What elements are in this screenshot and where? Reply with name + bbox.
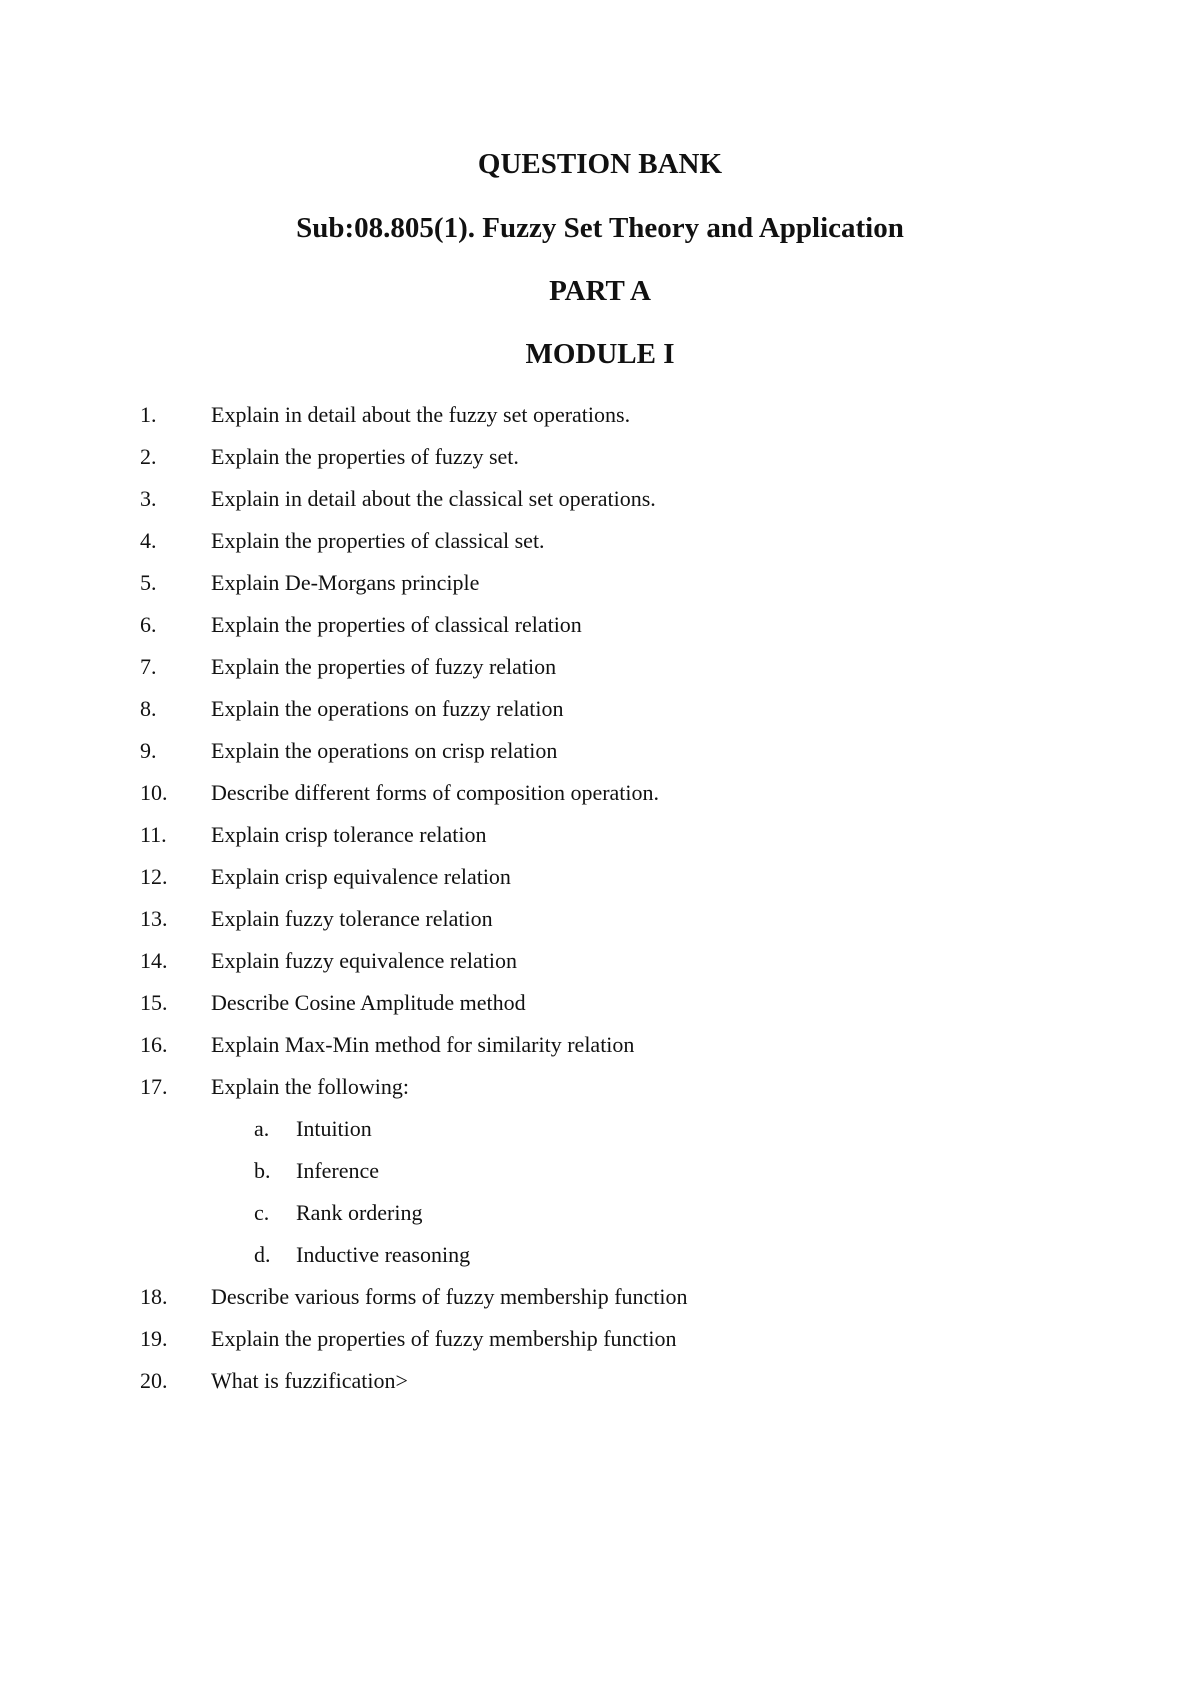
sub-item-letter: b. [254,1158,271,1183]
question-number: 11. [140,822,167,847]
question-text: Explain the properties of classical relation [211,612,582,637]
sub-item-b [0,1150,1200,1192]
question-item-14 [0,940,1200,982]
question-text: Explain the operations on crisp relation [211,738,558,763]
question-item-2 [0,436,1200,478]
question-text: Explain the properties of fuzzy membership function [211,1326,677,1351]
question-number: 15. [140,990,168,1015]
question-text: Explain crisp tolerance relation [211,822,487,847]
question-text: What is fuzzification> [211,1368,408,1393]
question-text: Explain De-Morgans principle [211,570,480,595]
question-item-19 [0,1318,1200,1360]
question-item-6 [0,604,1200,646]
question-item-18 [0,1276,1200,1318]
question-number: 12. [140,864,168,889]
question-item-4 [0,520,1200,562]
question-text: Explain in detail about the classical set operations. [211,486,656,511]
question-item-12 [0,856,1200,898]
sub-item-letter: d. [254,1242,271,1267]
question-number: 9. [140,738,157,763]
question-number: 10. [140,780,168,805]
question-text: Explain the properties of fuzzy relation [211,654,557,679]
question-number: 2. [140,444,157,469]
question-text: Explain in detail about the fuzzy set operations. [211,402,631,427]
question-text: Describe different forms of composition operation. [211,780,660,805]
question-number: 5. [140,570,157,595]
question-number: 14. [140,948,168,973]
question-number: 3. [140,486,157,511]
sub-item-a [0,1108,1200,1150]
question-text: Explain the following: [211,1074,409,1099]
sub-item-text: Rank ordering [296,1200,423,1225]
question-item-13 [0,898,1200,940]
question-item-10 [0,772,1200,814]
question-text: Explain Max-Min method for similarity relation [211,1032,635,1057]
sub-item-letter: a. [254,1116,270,1141]
sub-item-text: Intuition [296,1116,372,1141]
sub-item-letter: c. [254,1200,270,1225]
question-number: 8. [140,696,157,721]
question-item-1 [0,394,1200,436]
question-item-9 [0,730,1200,772]
question-number: 6. [140,612,157,637]
question-item-7 [0,646,1200,688]
question-number: 18. [140,1284,168,1309]
question-number: 20. [140,1368,168,1393]
module-heading: MODULE I [525,338,675,370]
question-text: Describe Cosine Amplitude method [211,990,526,1015]
question-item-16 [0,1024,1200,1066]
question-item-17 [0,1066,1200,1108]
sub-item-text: Inference [296,1158,380,1183]
question-list [0,394,1200,1402]
question-text: Explain crisp equivalence relation [211,864,511,889]
document-title: QUESTION BANK [477,148,723,180]
question-number: 7. [140,654,157,679]
question-item-5 [0,562,1200,604]
part-heading: PART A [549,275,651,307]
question-number: 16. [140,1032,168,1057]
question-item-8 [0,688,1200,730]
question-item-3 [0,478,1200,520]
question-item-15 [0,982,1200,1024]
question-item-11 [0,814,1200,856]
sub-item-text: Inductive reasoning [296,1242,471,1267]
question-text: Explain the properties of fuzzy set. [211,444,519,469]
sub-item-d [0,1234,1200,1276]
question-number: 13. [140,906,168,931]
subject-heading: Sub:08.805(1). Fuzzy Set Theory and Application [296,212,904,244]
question-number: 4. [140,528,157,553]
question-text: Explain fuzzy tolerance relation [211,906,493,931]
question-text: Explain the properties of classical set. [211,528,545,553]
question-number: 17. [140,1074,168,1099]
sub-item-c [0,1192,1200,1234]
question-number: 1. [140,402,157,427]
question-number: 19. [140,1326,168,1351]
question-item-20 [0,1360,1200,1402]
question-text: Explain fuzzy equivalence relation [211,948,518,973]
question-text: Describe various forms of fuzzy membership function [211,1284,688,1309]
question-text: Explain the operations on fuzzy relation [211,696,564,721]
